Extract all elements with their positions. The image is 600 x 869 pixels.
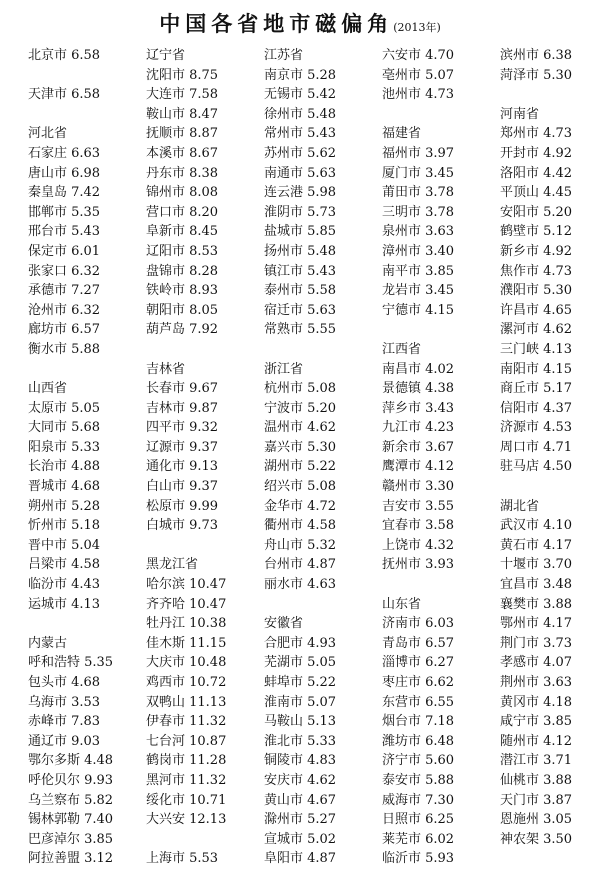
list-item: 三门峡 4.13 <box>500 341 573 357</box>
list-item: 吉林省 <box>146 361 186 377</box>
list-item: 枣庄市 6.62 <box>382 675 455 690</box>
list-item: 苏州市 5.62 <box>264 145 337 161</box>
list-item: 唐山市 6.98 <box>28 165 101 181</box>
list-item: 洛阳市 4.42 <box>500 165 573 181</box>
list-item: 保定市 6.01 <box>28 243 101 259</box>
list-item: 营口市 8.20 <box>146 204 219 220</box>
list-item: 哈尔滨 10.47 <box>146 577 227 593</box>
list-item: 吉林市 9.87 <box>146 400 219 416</box>
list-item: 朔州市 5.28 <box>28 498 101 514</box>
list-item: 池州市 4.73 <box>382 87 455 103</box>
list-item: 淮阴市 5.73 <box>264 204 337 220</box>
list-item: 长治市 4.88 <box>28 459 101 475</box>
list-item: 开封市 4.92 <box>500 145 573 161</box>
list-item: 合肥市 4.93 <box>264 635 337 651</box>
list-item: 舟山市 5.32 <box>264 537 337 553</box>
list-item: 马鞍山 5.13 <box>264 714 337 730</box>
list-item: 宿迁市 5.63 <box>264 302 337 318</box>
list-item: 四平市 9.32 <box>146 420 219 436</box>
column-5 <box>500 46 572 849</box>
list-item: 上饶市 4.32 <box>382 537 455 553</box>
list-item: 长春市 9.67 <box>146 381 219 397</box>
list-item: 景德镇 4.38 <box>382 381 455 397</box>
list-item: 赤峰市 7.83 <box>28 714 101 730</box>
list-item: 黑龙江省 <box>146 557 199 573</box>
list-item: 呼和浩特 5.35 <box>28 655 114 671</box>
list-item: 邢台市 5.43 <box>28 224 101 240</box>
list-item: 廊坊市 6.57 <box>28 322 101 338</box>
list-item: 泰安市 5.88 <box>382 772 455 788</box>
column-2 <box>146 46 226 869</box>
list-item: 大兴安 12.13 <box>146 812 227 828</box>
list-item: 南通市 5.63 <box>264 165 337 181</box>
blank-row <box>28 360 113 380</box>
list-item: 襄樊市 3.88 <box>500 596 573 612</box>
list-item: 阜新市 8.45 <box>146 224 219 240</box>
list-item: 包头市 4.68 <box>28 675 101 690</box>
list-item: 龙岩市 3.45 <box>382 283 455 299</box>
list-item: 鄂尔多斯 4.48 <box>28 753 114 769</box>
list-item: 北京市 6.58 <box>28 48 101 63</box>
list-item: 山东省 <box>382 596 422 612</box>
list-item: 盐城市 5.85 <box>264 224 337 240</box>
list-item: 荆门市 3.73 <box>500 635 573 651</box>
list-item: 金华市 4.72 <box>264 498 337 514</box>
list-item: 丹东市 8.38 <box>146 165 219 181</box>
list-item: 白山市 9.37 <box>146 479 219 495</box>
title-year: (2013年) <box>393 21 441 34</box>
list-item: 济南市 6.03 <box>382 616 455 632</box>
list-item: 南阳市 4.15 <box>500 361 573 377</box>
blank-row <box>382 575 454 595</box>
list-item: 南平市 3.85 <box>382 263 455 279</box>
list-item: 天津市 6.58 <box>28 87 101 103</box>
list-item: 通化市 9.13 <box>146 459 219 475</box>
list-item: 朝阳市 8.05 <box>146 302 219 318</box>
list-item: 信阳市 4.37 <box>500 400 573 416</box>
list-item: 辽阳市 8.53 <box>146 243 219 259</box>
list-item: 台州市 4.87 <box>264 557 337 573</box>
blank-row <box>28 105 113 125</box>
list-item: 忻州市 5.18 <box>28 518 101 534</box>
list-item: 盘锦市 8.28 <box>146 263 219 279</box>
list-item: 武汉市 4.10 <box>500 518 573 534</box>
list-item: 滁州市 5.27 <box>264 812 337 828</box>
list-item: 天门市 3.87 <box>500 792 573 808</box>
list-item: 晋城市 4.68 <box>28 479 101 495</box>
blank-row <box>146 536 226 556</box>
list-item: 恩施州 3.05 <box>500 812 573 828</box>
list-item: 安庆市 4.62 <box>264 772 337 788</box>
list-item: 锡林郭勒 7.40 <box>28 812 114 828</box>
list-item: 浙江省 <box>264 361 304 377</box>
list-item: 宜昌市 3.48 <box>500 577 573 593</box>
list-item: 邯郸市 5.35 <box>28 204 101 220</box>
list-item: 临汾市 4.43 <box>28 577 101 593</box>
list-item: 菏泽市 5.30 <box>500 67 573 83</box>
list-item: 绍兴市 5.08 <box>264 479 337 495</box>
list-item: 衢州市 4.58 <box>264 518 337 534</box>
list-item: 连云港 5.98 <box>264 185 337 201</box>
list-item: 温州市 4.62 <box>264 420 337 436</box>
list-item: 伊春市 11.32 <box>146 714 227 730</box>
list-item: 杭州市 5.08 <box>264 381 337 397</box>
list-item: 铁岭市 8.93 <box>146 283 219 299</box>
list-item: 南京市 5.28 <box>264 67 337 83</box>
list-item: 徐州市 5.48 <box>264 106 337 122</box>
list-item: 河北省 <box>28 126 68 142</box>
list-item: 鹤岗市 11.28 <box>146 753 227 769</box>
list-item: 上海市 5.53 <box>146 851 219 867</box>
list-item: 黄冈市 4.18 <box>500 694 573 710</box>
list-item: 东营市 6.55 <box>382 694 455 710</box>
list-item: 呼伦贝尔 9.93 <box>28 772 114 788</box>
list-item: 沧州市 6.32 <box>28 302 101 318</box>
list-item: 福州市 3.97 <box>382 145 455 161</box>
blank-row <box>500 477 572 497</box>
list-item: 威海市 7.30 <box>382 792 455 808</box>
blank-row <box>264 595 336 615</box>
list-item: 巴彦淖尔 3.85 <box>28 831 114 847</box>
list-item: 淄博市 6.27 <box>382 655 455 671</box>
blank-row <box>264 340 336 360</box>
list-item: 嘉兴市 5.30 <box>264 439 337 455</box>
list-item: 大庆市 10.48 <box>146 655 227 671</box>
list-item: 鸡西市 10.72 <box>146 675 227 690</box>
blank-row <box>382 320 454 340</box>
list-item: 濮阳市 5.30 <box>500 283 573 299</box>
list-item: 厦门市 3.45 <box>382 165 455 181</box>
list-item: 镇江市 5.43 <box>264 263 337 279</box>
page-title <box>0 8 600 38</box>
blank-row <box>382 105 454 125</box>
list-item: 青岛市 6.57 <box>382 635 455 651</box>
list-item: 齐齐哈 10.47 <box>146 596 227 612</box>
list-item: 莱芜市 6.02 <box>382 831 455 847</box>
list-item: 抚州市 3.93 <box>382 557 455 573</box>
list-item: 泰州市 5.58 <box>264 283 337 299</box>
list-item: 新乡市 4.92 <box>500 243 573 259</box>
list-item: 运城市 4.13 <box>28 596 101 612</box>
list-item: 安阳市 5.20 <box>500 204 573 220</box>
blank-row <box>28 614 113 634</box>
list-item: 内蒙古 <box>28 635 68 651</box>
list-item: 双鸭山 11.13 <box>146 694 227 710</box>
list-item: 平顶山 4.45 <box>500 185 573 201</box>
list-item: 七台河 10.87 <box>146 733 227 749</box>
list-item: 神农架 3.50 <box>500 831 573 847</box>
list-item: 沈阳市 8.75 <box>146 67 219 83</box>
list-item: 驻马店 4.50 <box>500 459 573 475</box>
list-item: 商丘市 5.17 <box>500 381 573 397</box>
list-item: 蚌埠市 5.22 <box>264 675 337 690</box>
list-item: 随州市 4.12 <box>500 733 573 749</box>
list-item: 无锡市 5.42 <box>264 87 337 103</box>
list-item: 南昌市 4.02 <box>382 361 455 377</box>
column-1 <box>28 46 113 869</box>
list-item: 本溪市 8.67 <box>146 145 219 161</box>
list-item: 通辽市 9.03 <box>28 733 101 749</box>
list-item: 萍乡市 3.43 <box>382 400 455 416</box>
list-item: 牡丹江 10.38 <box>146 616 227 632</box>
list-item: 安徽省 <box>264 616 304 632</box>
list-item: 吕梁市 4.58 <box>28 557 101 573</box>
list-item: 鞍山市 8.47 <box>146 106 219 122</box>
list-item: 鹰潭市 4.12 <box>382 459 455 475</box>
list-item: 九江市 4.23 <box>382 420 455 436</box>
list-item: 承德市 7.27 <box>28 283 101 299</box>
list-item: 烟台市 7.18 <box>382 714 455 730</box>
list-item: 周口市 4.71 <box>500 439 573 455</box>
list-item: 辽源市 9.37 <box>146 439 219 455</box>
blank-row <box>500 85 572 105</box>
list-item: 六安市 4.70 <box>382 48 455 63</box>
list-item: 白城市 9.73 <box>146 518 219 534</box>
list-item: 淮南市 5.07 <box>264 694 337 710</box>
list-item: 绥化市 10.71 <box>146 792 227 808</box>
list-item: 抚顺市 8.87 <box>146 126 219 142</box>
list-item: 阿拉善盟 3.12 <box>28 851 114 867</box>
list-item: 江苏省 <box>264 48 304 63</box>
list-item: 铜陵市 4.83 <box>264 753 337 769</box>
list-item: 仙桃市 3.88 <box>500 772 573 788</box>
list-item: 宜春市 3.58 <box>382 518 455 534</box>
list-item: 荆州市 3.63 <box>500 675 573 690</box>
list-item: 咸宁市 3.85 <box>500 714 573 730</box>
list-item: 孝感市 4.07 <box>500 655 573 671</box>
blank-row <box>146 830 226 850</box>
list-item: 吉安市 3.55 <box>382 498 455 514</box>
list-item: 大连市 7.58 <box>146 87 219 103</box>
list-item: 淮北市 5.33 <box>264 733 337 749</box>
list-item: 黑河市 11.32 <box>146 772 227 788</box>
list-item: 大同市 5.68 <box>28 420 101 436</box>
list-item: 乌兰察布 5.82 <box>28 792 114 808</box>
list-item: 潜江市 3.71 <box>500 753 573 769</box>
list-item: 宁德市 4.15 <box>382 302 455 318</box>
list-item: 漳州市 3.40 <box>382 243 455 259</box>
list-item: 许昌市 4.65 <box>500 302 573 318</box>
list-item: 晋中市 5.04 <box>28 537 101 553</box>
blank-row <box>28 66 113 86</box>
list-item: 潍坊市 6.48 <box>382 733 455 749</box>
blank-row <box>146 340 226 360</box>
list-item: 莆田市 3.78 <box>382 185 455 201</box>
list-item: 扬州市 5.48 <box>264 243 337 259</box>
list-item: 湖州市 5.22 <box>264 459 337 475</box>
list-item: 芜湖市 5.05 <box>264 655 337 671</box>
list-item: 亳州市 5.07 <box>382 67 455 83</box>
column-4 <box>382 46 454 869</box>
list-item: 焦作市 4.73 <box>500 263 573 279</box>
list-item: 乌海市 3.53 <box>28 694 101 710</box>
list-item: 丽水市 4.63 <box>264 577 337 593</box>
list-item: 锦州市 8.08 <box>146 185 219 201</box>
list-item: 山西省 <box>28 381 68 397</box>
list-item: 河南省 <box>500 106 540 122</box>
list-item: 泉州市 3.63 <box>382 224 455 240</box>
list-item: 葫芦岛 7.92 <box>146 322 219 338</box>
list-item: 常熟市 5.55 <box>264 322 337 338</box>
list-item: 宁波市 5.20 <box>264 400 337 416</box>
list-item: 郑州市 4.73 <box>500 126 573 142</box>
list-item: 济源市 4.53 <box>500 420 573 436</box>
list-item: 常州市 5.43 <box>264 126 337 142</box>
list-item: 新余市 3.67 <box>382 439 455 455</box>
list-item: 秦皇岛 7.42 <box>28 185 101 201</box>
list-item: 湖北省 <box>500 498 540 514</box>
list-item: 黄山市 4.67 <box>264 792 337 808</box>
list-item: 福建省 <box>382 126 422 142</box>
list-item: 江西省 <box>382 341 422 357</box>
list-item: 济宁市 5.60 <box>382 753 455 769</box>
list-item: 太原市 5.05 <box>28 400 101 416</box>
list-item: 辽宁省 <box>146 48 186 63</box>
list-item: 三明市 3.78 <box>382 204 455 220</box>
list-item: 张家口 6.32 <box>28 263 101 279</box>
column-3 <box>264 46 336 869</box>
list-item: 阳泉市 5.33 <box>28 439 101 455</box>
list-item: 临沂市 5.93 <box>382 851 455 867</box>
list-item: 十堰市 3.70 <box>500 557 573 573</box>
list-item: 松原市 9.99 <box>146 498 219 514</box>
list-item: 黄石市 4.17 <box>500 537 573 553</box>
list-item: 衡水市 5.88 <box>28 341 101 357</box>
list-item: 鄂州市 4.17 <box>500 616 573 632</box>
list-item: 漯河市 4.62 <box>500 322 573 338</box>
list-item: 滨州市 6.38 <box>500 48 573 63</box>
list-item: 日照市 6.25 <box>382 812 455 828</box>
list-item: 鹤壁市 5.12 <box>500 224 573 240</box>
list-item: 赣州市 3.30 <box>382 479 455 495</box>
list-item: 佳木斯 11.15 <box>146 635 227 651</box>
list-item: 石家庄 6.63 <box>28 145 101 161</box>
title-text: 中国各省地市磁偏角 <box>159 11 394 36</box>
list-item: 阜阳市 4.87 <box>264 851 337 867</box>
list-item: 宣城市 5.02 <box>264 831 337 847</box>
